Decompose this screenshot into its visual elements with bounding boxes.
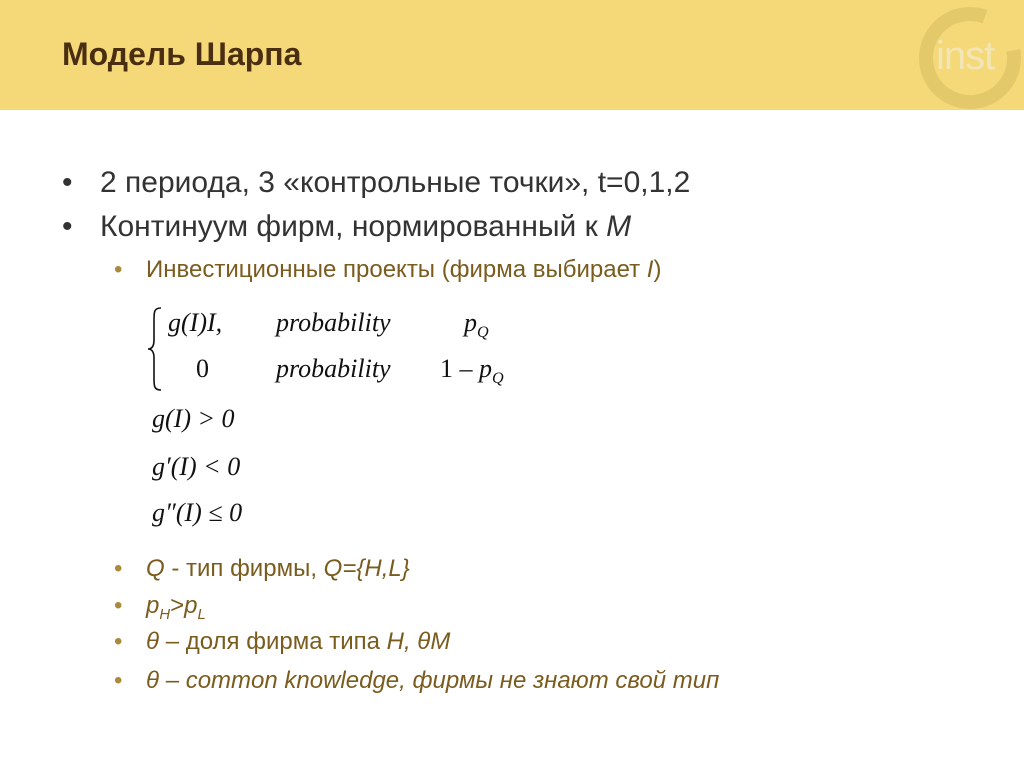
- bullet-dot: •: [114, 555, 123, 582]
- bullet-dot: •: [114, 628, 123, 655]
- case2-expression: 0: [196, 354, 209, 383]
- sub-bullet-firm-type: • Q - тип фирмы, Q={H,L}: [114, 555, 410, 582]
- bullet-dot: •: [114, 592, 123, 619]
- case2-probability-value: $1 - p_Q$: [440, 354, 504, 388]
- condition-g-double-prime: g″(I) ≤ 0: [152, 498, 243, 527]
- sub-bullet-projects: • Инвестиционные проекты (фирма выбирает I): [114, 256, 662, 283]
- sub-bullet-probabilities: • $p_H>p_L$: [114, 592, 206, 623]
- logo-text: inst: [936, 34, 995, 78]
- bullet-dot: •: [114, 256, 123, 283]
- sub-bullet-theta-share: • θ – доля фирма типа H, θM: [114, 628, 451, 655]
- bullet-continuum: • Континуум фирм, нормированный к M: [62, 210, 632, 243]
- condition-g-prime-negative: g′(I) < 0: [152, 452, 241, 481]
- title-band: [0, 0, 1024, 110]
- case1-probability-value: $p_Q$: [464, 308, 489, 342]
- slide-title: Модель Шарпа: [62, 36, 302, 72]
- case2-probability-word: probability: [276, 354, 391, 383]
- bullet-dot: •: [62, 210, 73, 243]
- case1-expression: g(I)I,: [168, 308, 223, 337]
- case1-probability-word: probability: [276, 308, 391, 337]
- left-brace: [146, 306, 164, 392]
- bullet-dot: •: [114, 667, 123, 694]
- bullet-dot: •: [62, 166, 73, 199]
- sub-bullet-common-knowledge: • θ – common knowledge, фирмы не знают свой тип: [114, 667, 720, 694]
- condition-g-positive: g(I) > 0: [152, 404, 235, 433]
- bullet-periods: • 2 периода, 3 «контрольные точки», t=0,1,2: [62, 166, 691, 199]
